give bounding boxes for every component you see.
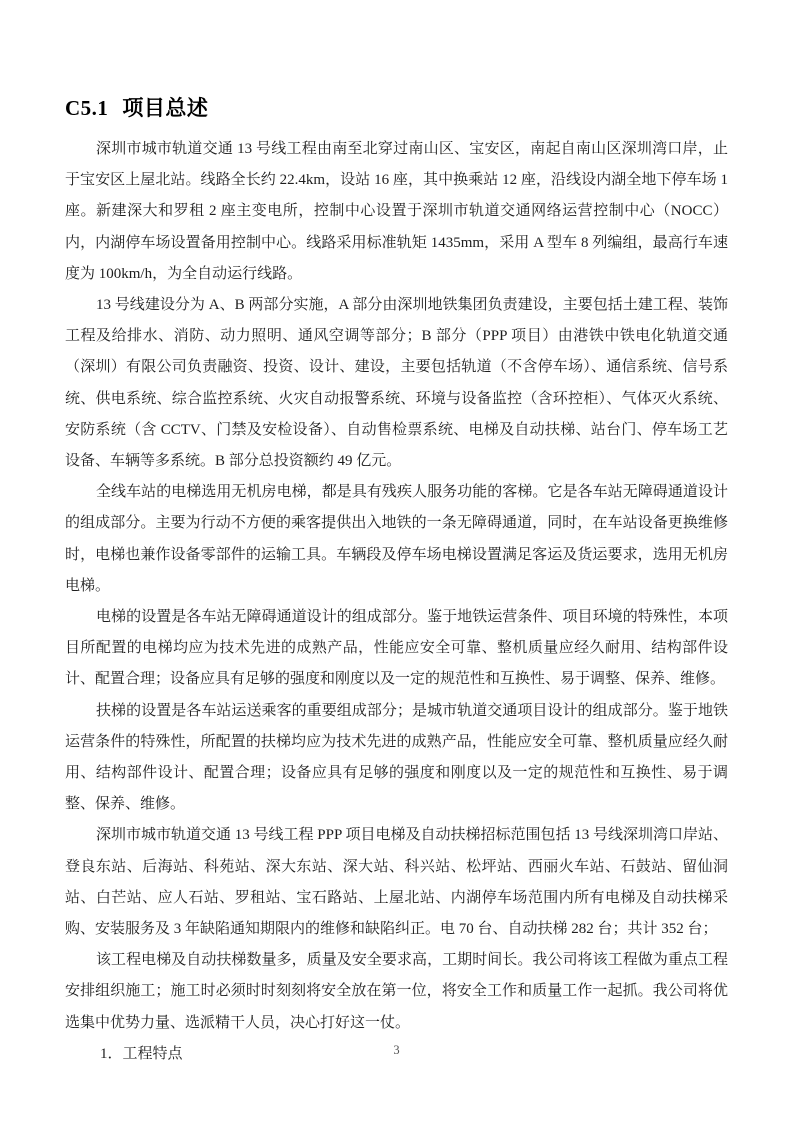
document-body: [65, 134, 728, 1070]
paragraph-construction-parts: 13 号线建设分为 A、B 两部分实施，A 部分由深圳地铁集团负责建设，主要包括土建工程、装饰工程及给排水、消防、动力照明、通风空调等部分；B 部分（PPP 项目）由港铁中铁电化轨道交通（深圳）有限公司负责融资、投资、设计、建设，主要包括轨道（不含停车场）、通信系统、信号系统、供电系统、综合监控系统、火灾自动报警系统、环境与设备监控（含环控柜）、气体灭火系统、安防系统（含 CCTV、门禁及安检设备）、自动售检票系统、电梯及自动扶梯、站台门、停车场工艺设备、车辆等多系统。B 部分总投资额约 49 亿元。: [65, 297, 728, 470]
paragraph-bidding-scope: 深圳市城市轨道交通 13 号线工程 PPP 项目电梯及自动扶梯招标范围包括 13 号线深圳湾口岸站、登良东站、后海站、科苑站、深大东站、深大站、科兴站、松坪站、西丽火车站、石鼓站、留仙洞站、白芒站、应人石站、罗租站、宝石路站、上屋北站、内湖停车场范围内所有电梯及自动扶梯采购、安装服务及 3 年缺陷通知期限内的维修和缺陷纠正。电 70 台、自动扶梯 282 台；共计 352 台；: [65, 827, 728, 938]
page-number: 3: [393, 1043, 400, 1057]
section-heading-title: 项目总述: [122, 96, 209, 120]
section-heading-number: C5.1: [65, 96, 109, 120]
section-heading: [65, 96, 728, 121]
paragraph-escalator-requirements: 扶梯的设置是各车站运送乘客的重要组成部分；是城市轨道交通项目设计的组成部分。鉴于地铁运营条件的特殊性，所配置的扶梯均应为技术先进的成熟产品，性能应安全可靠、整机质量应经久耐用、结构部件设计、配置合理；设备应具有足够的强度和刚度以及一定的规范性和互换性、易于调整、保养、维修。: [65, 702, 728, 813]
paragraph-elevator-selection: 全线车站的电梯选用无机房电梯，都是具有残疾人服务功能的客梯。它是各车站无障碍通道设计的组成部分。主要为行动不方便的乘客提供出入地铁的一条无障碍通道，同时，在车站设备更换维修时，电梯也兼作设备零部件的运输工具。车辆段及停车场电梯设置满足客运及货运要求，选用无机房电梯。: [65, 484, 728, 594]
paragraph-elevator-requirements: 电梯的设置是各车站无障碍通道设计的组成部分。鉴于地铁运营条件、项目环境的特殊性，本项目所配置的电梯均应为技术先进的成熟产品，性能应安全可靠、整机质量应经久耐用、结构部件设计、配置合理；设备应具有足够的强度和刚度以及一定的规范性和互换性、易于调整、保养、维修。: [65, 609, 728, 688]
paragraph-company-commitment: 该工程电梯及自动扶梯数量多，质量及安全要求高，工期时间长。我公司将该工程做为重点工程安排组织施工；施工时必须时时刻刻将安全放在第一位，将安全工作和质量工作一起抓。我公司将优选集中优势力量、选派精干人员，决心打好这一仗。: [65, 952, 728, 1031]
paragraph-project-overview: 深圳市城市轨道交通 13 号线工程由南至北穿过南山区、宝安区，南起自南山区深圳湾口岸，止于宝安区上屋北站。线路全长约 22.4km，设站 16 座，其中换乘站 12 座，沿线设内湖全地下停车场 1 座。新建深大和罗租 2 座主变电所，控制中心设置于深圳市轨道交通网络运营控制中心（NOCC）内，内湖停车场设置备用控制中心。线路采用标准轨矩 1435mm，采用 A 型车 8 列编组，最高行车速度为 100km/h，为全自动运行线路。: [65, 141, 728, 282]
list-item-project-features: 1．工程特点: [100, 1045, 183, 1062]
